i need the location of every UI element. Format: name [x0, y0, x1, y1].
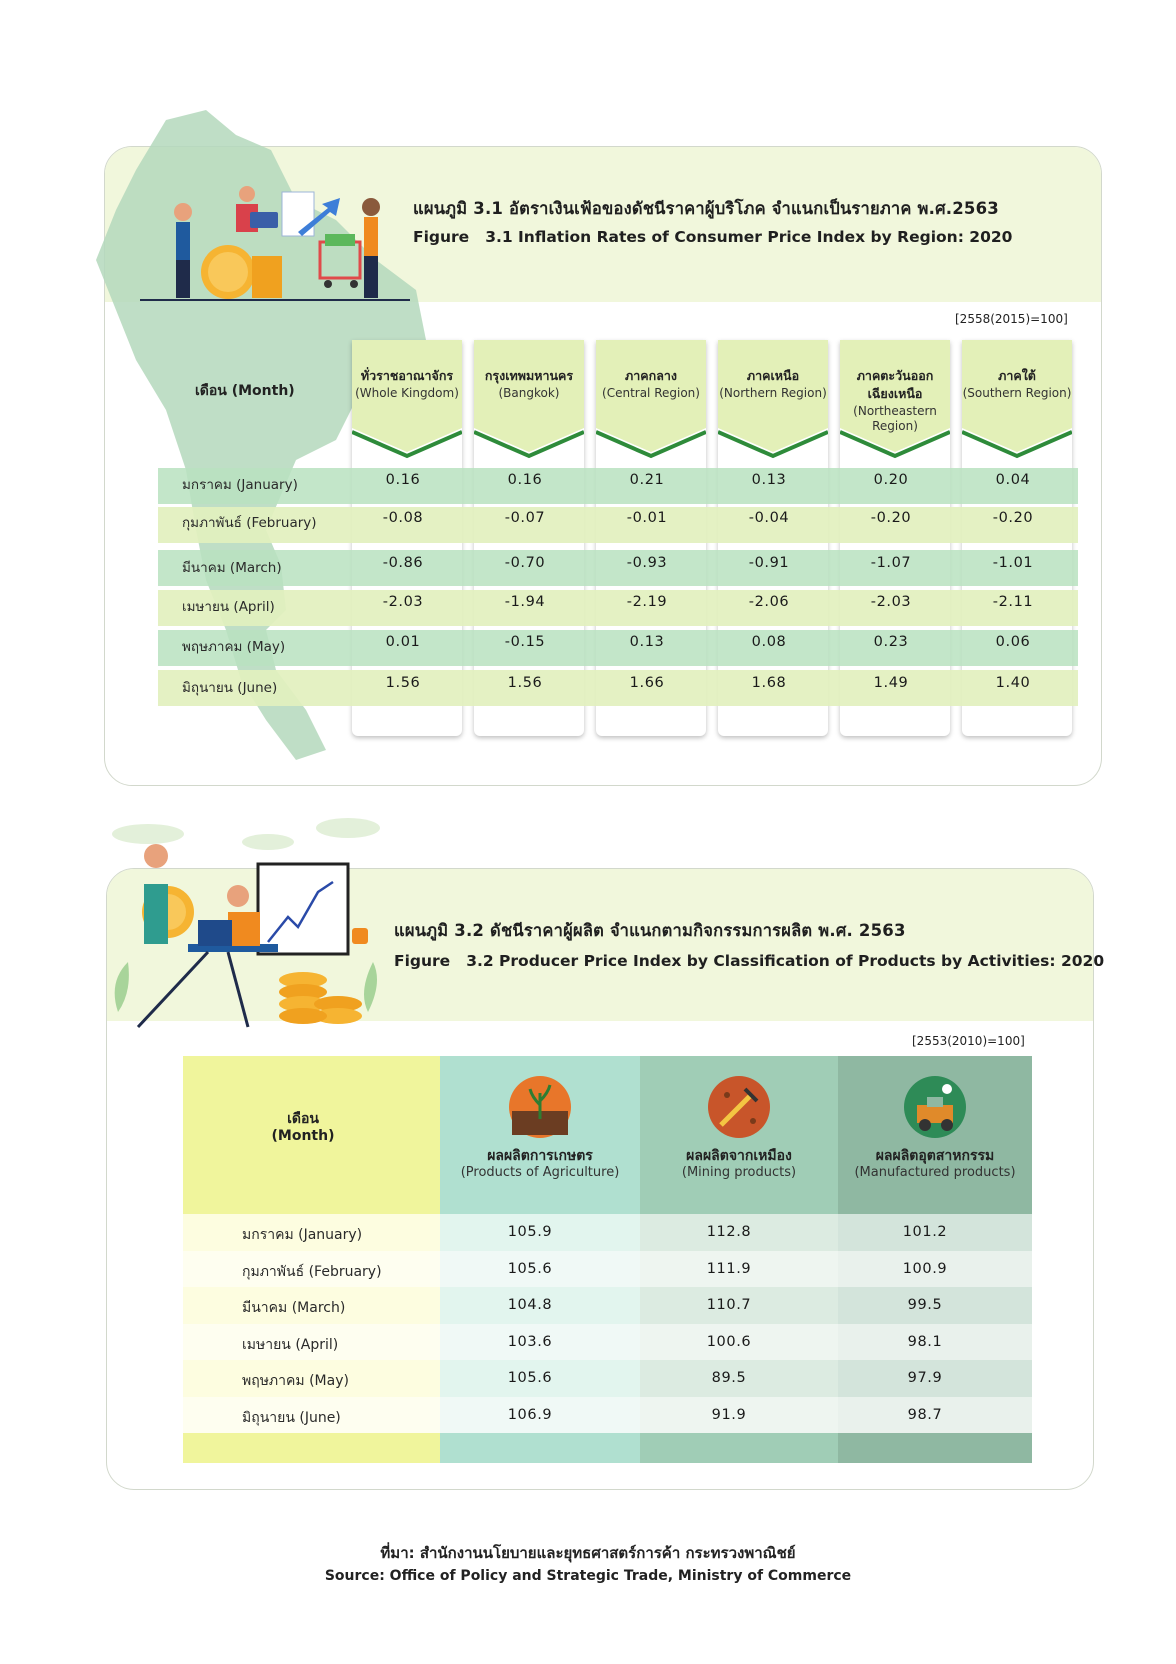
chevron-header-icon	[474, 340, 584, 464]
ppi-value-cell: 89.5	[711, 1370, 747, 1386]
ppi-value-cell: 105.9	[507, 1224, 553, 1240]
inflation-value-cell: -2.06	[748, 594, 790, 610]
consumer-shopping-illustration	[140, 172, 410, 302]
region-column-header	[840, 340, 950, 464]
figure-3-1-base-note: [2558(2015)=100]	[955, 312, 1068, 326]
product-name-en: (Manufactured products)	[854, 1165, 1016, 1180]
figure-label: Figure	[394, 952, 451, 970]
chevron-header-icon	[840, 340, 950, 464]
figure-3-1-title-en	[413, 228, 1012, 246]
inflation-value-cell: -0.70	[504, 555, 546, 571]
inflation-value-cell: 1.68	[751, 675, 787, 691]
inflation-value-cell: 0.08	[751, 634, 787, 650]
inflation-value-cell: -1.94	[504, 594, 546, 610]
figure-label: Figure	[413, 228, 470, 246]
month-label: กุมภาพันธ์ (February)	[242, 1263, 382, 1280]
product-name-en: (Mining products)	[681, 1165, 797, 1180]
region-name-th: ภาคใต้	[998, 368, 1036, 383]
inflation-value-cell: 1.40	[995, 675, 1031, 691]
chevron-header-icon	[718, 340, 828, 464]
inflation-value-cell: -0.86	[382, 555, 424, 571]
inflation-value-cell: -0.20	[992, 510, 1034, 526]
inflation-value-cell: 0.13	[751, 472, 787, 488]
month-header-th: เดือน	[287, 1111, 319, 1127]
inflation-value-cell: 0.23	[873, 634, 909, 650]
month-label: มิถุนายน (June)	[242, 1409, 341, 1426]
table-footer-cell	[440, 1433, 640, 1463]
ppi-value-cell: 106.9	[507, 1406, 553, 1423]
month-label: มีนาคม (March)	[182, 560, 282, 576]
region-column-header	[352, 340, 462, 464]
ppi-value-cell: 112.8	[706, 1224, 752, 1240]
ppi-value-cell: 98.1	[907, 1333, 943, 1350]
mining-icon	[707, 1075, 771, 1143]
ppi-value-cell: 105.6	[507, 1370, 553, 1386]
inflation-value-cell: -0.93	[626, 555, 668, 571]
chevron-header-icon	[352, 340, 462, 464]
chevron-header-icon	[596, 340, 706, 464]
inflation-value-cell: -1.01	[992, 555, 1034, 571]
product-name-th: ผลผลิตอุตสาหกรรม	[875, 1148, 995, 1164]
inflation-value-cell: 0.13	[629, 634, 665, 650]
figure-3-1-title-th: แผนภูมิ 3.1 อัตราเงินเฟ้อของดัชนีราคาผู้บริโภค จำแนกเป็นรายภาค พ.ศ.2563	[413, 199, 999, 218]
region-name-th: ภาคเหนือ	[746, 368, 800, 383]
agriculture-icon	[508, 1075, 572, 1143]
inflation-value-cell: -0.01	[626, 510, 668, 526]
region-column-header	[718, 340, 828, 464]
region-name-th: ภาคตะวันออก	[856, 368, 934, 383]
ppi-value-cell: 98.7	[907, 1406, 943, 1423]
source-en: Source: Office of Policy and Strategic Trade, Ministry of Commerce	[324, 1568, 852, 1584]
month-label: มิถุนายน (June)	[182, 680, 278, 696]
region-name-th: กรุงเทพมหานคร	[484, 368, 574, 383]
inflation-value-cell: 1.56	[507, 675, 543, 691]
region-name-en-line2: Region)	[872, 419, 918, 433]
figure-3-2-base-note: [2553(2010)=100]	[912, 1034, 1025, 1048]
chevron-header-icon	[962, 340, 1072, 464]
region-name-en: (Whole Kingdom)	[355, 386, 459, 400]
source-th: ที่มา: สำนักงานนโยบายและยุทธศาสตร์การค้า กระทรวงพาณิชย์	[380, 1544, 796, 1562]
inflation-value-cell: -0.04	[748, 510, 790, 526]
inflation-value-cell: -0.15	[504, 634, 546, 650]
region-name-en: (Bangkok)	[498, 386, 560, 400]
ppi-value-cell: 100.9	[902, 1260, 948, 1277]
month-label: พฤษภาคม (May)	[182, 639, 286, 655]
inflation-value-cell: 0.06	[995, 634, 1031, 650]
region-name-th: ภาคกลาง	[625, 368, 677, 383]
inflation-value-cell: 1.56	[385, 675, 421, 691]
figure-3-2-title-th: แผนภูมิ 3.2 ดัชนีราคาผู้ผลิต จำแนกตามกิจกรรมการผลิต พ.ศ. 2563	[394, 921, 906, 940]
inflation-value-cell: -0.91	[748, 555, 790, 571]
ppi-value-cell: 110.7	[706, 1297, 752, 1313]
region-name-th: ทั่วราชอาณาจักร	[360, 368, 454, 383]
product-name-th: ผลผลิตการเกษตร	[487, 1148, 593, 1164]
table-footer-cell	[640, 1433, 838, 1463]
inflation-value-cell: 0.04	[995, 472, 1031, 488]
inflation-value-cell: -0.07	[504, 510, 546, 526]
inflation-value-cell: 0.16	[385, 472, 421, 488]
region-column-header	[474, 340, 584, 464]
ppi-value-cell: 111.9	[706, 1260, 752, 1277]
inflation-value-cell: 0.01	[385, 634, 421, 650]
month-label: มกราคม (January)	[242, 1227, 363, 1243]
region-column-header	[596, 340, 706, 464]
inflation-value-cell: 0.21	[629, 472, 665, 488]
region-name-en: (Southern Region)	[962, 386, 1072, 400]
month-label: เมษายน (April)	[242, 1336, 339, 1353]
inflation-value-cell: 1.49	[873, 675, 909, 691]
inflation-value-cell: -0.20	[870, 510, 912, 526]
table-footer-cell	[838, 1433, 1032, 1463]
region-column-header	[962, 340, 1072, 464]
inflation-value-cell: -1.07	[870, 555, 912, 571]
month-label: กุมภาพันธ์ (February)	[182, 515, 317, 531]
producer-analytics-illustration	[98, 812, 388, 1042]
month-header-en: (Month)	[271, 1128, 335, 1144]
region-name-en: (Central Region)	[602, 386, 700, 400]
month-label: มีนาคม (March)	[242, 1300, 346, 1316]
inflation-value-cell: -2.03	[870, 594, 912, 610]
figure-3-1-title-text: 3.1 Inflation Rates of Consumer Price Index by Region: 2020	[485, 228, 1013, 246]
month-label: มกราคม (January)	[182, 477, 298, 493]
inflation-value-cell: -2.11	[992, 594, 1034, 610]
inflation-value-cell: 1.66	[629, 675, 665, 691]
ppi-value-cell: 101.2	[902, 1224, 948, 1240]
ppi-value-cell: 103.6	[507, 1333, 553, 1350]
factory-icon	[903, 1075, 967, 1143]
inflation-value-cell: -0.08	[382, 510, 424, 526]
ppi-value-cell: 105.6	[507, 1260, 553, 1277]
product-name-th: ผลผลิตจากเหมือง	[686, 1148, 792, 1164]
ppi-value-cell: 104.8	[507, 1297, 553, 1313]
inflation-value-cell: -2.19	[626, 594, 668, 610]
ppi-value-cell: 97.9	[907, 1370, 943, 1386]
month-label: พฤษภาคม (May)	[242, 1373, 349, 1389]
table-footer-cell	[183, 1433, 440, 1463]
region-name-th-line2: เฉียงเหนือ	[867, 386, 923, 401]
inflation-value-cell: 0.20	[873, 472, 909, 488]
ppi-value-cell: 91.9	[711, 1406, 747, 1423]
month-label: เมษายน (April)	[182, 599, 275, 615]
inflation-value-cell: 0.16	[507, 472, 543, 488]
figure-3-2-title-en	[394, 952, 1104, 970]
ppi-value-cell: 100.6	[706, 1333, 752, 1350]
region-name-en: (Northern Region)	[719, 386, 827, 400]
inflation-value-cell: -2.03	[382, 594, 424, 610]
ppi-value-cell: 99.5	[907, 1297, 943, 1313]
figure-3-2-title-text: 3.2 Producer Price Index by Classification of Products by Activities: 2020	[466, 952, 1105, 970]
product-name-en: (Products of Agriculture)	[460, 1165, 620, 1180]
region-name-en: (Northeastern	[853, 404, 937, 418]
month-column-header: เดือน (Month)	[195, 383, 295, 399]
